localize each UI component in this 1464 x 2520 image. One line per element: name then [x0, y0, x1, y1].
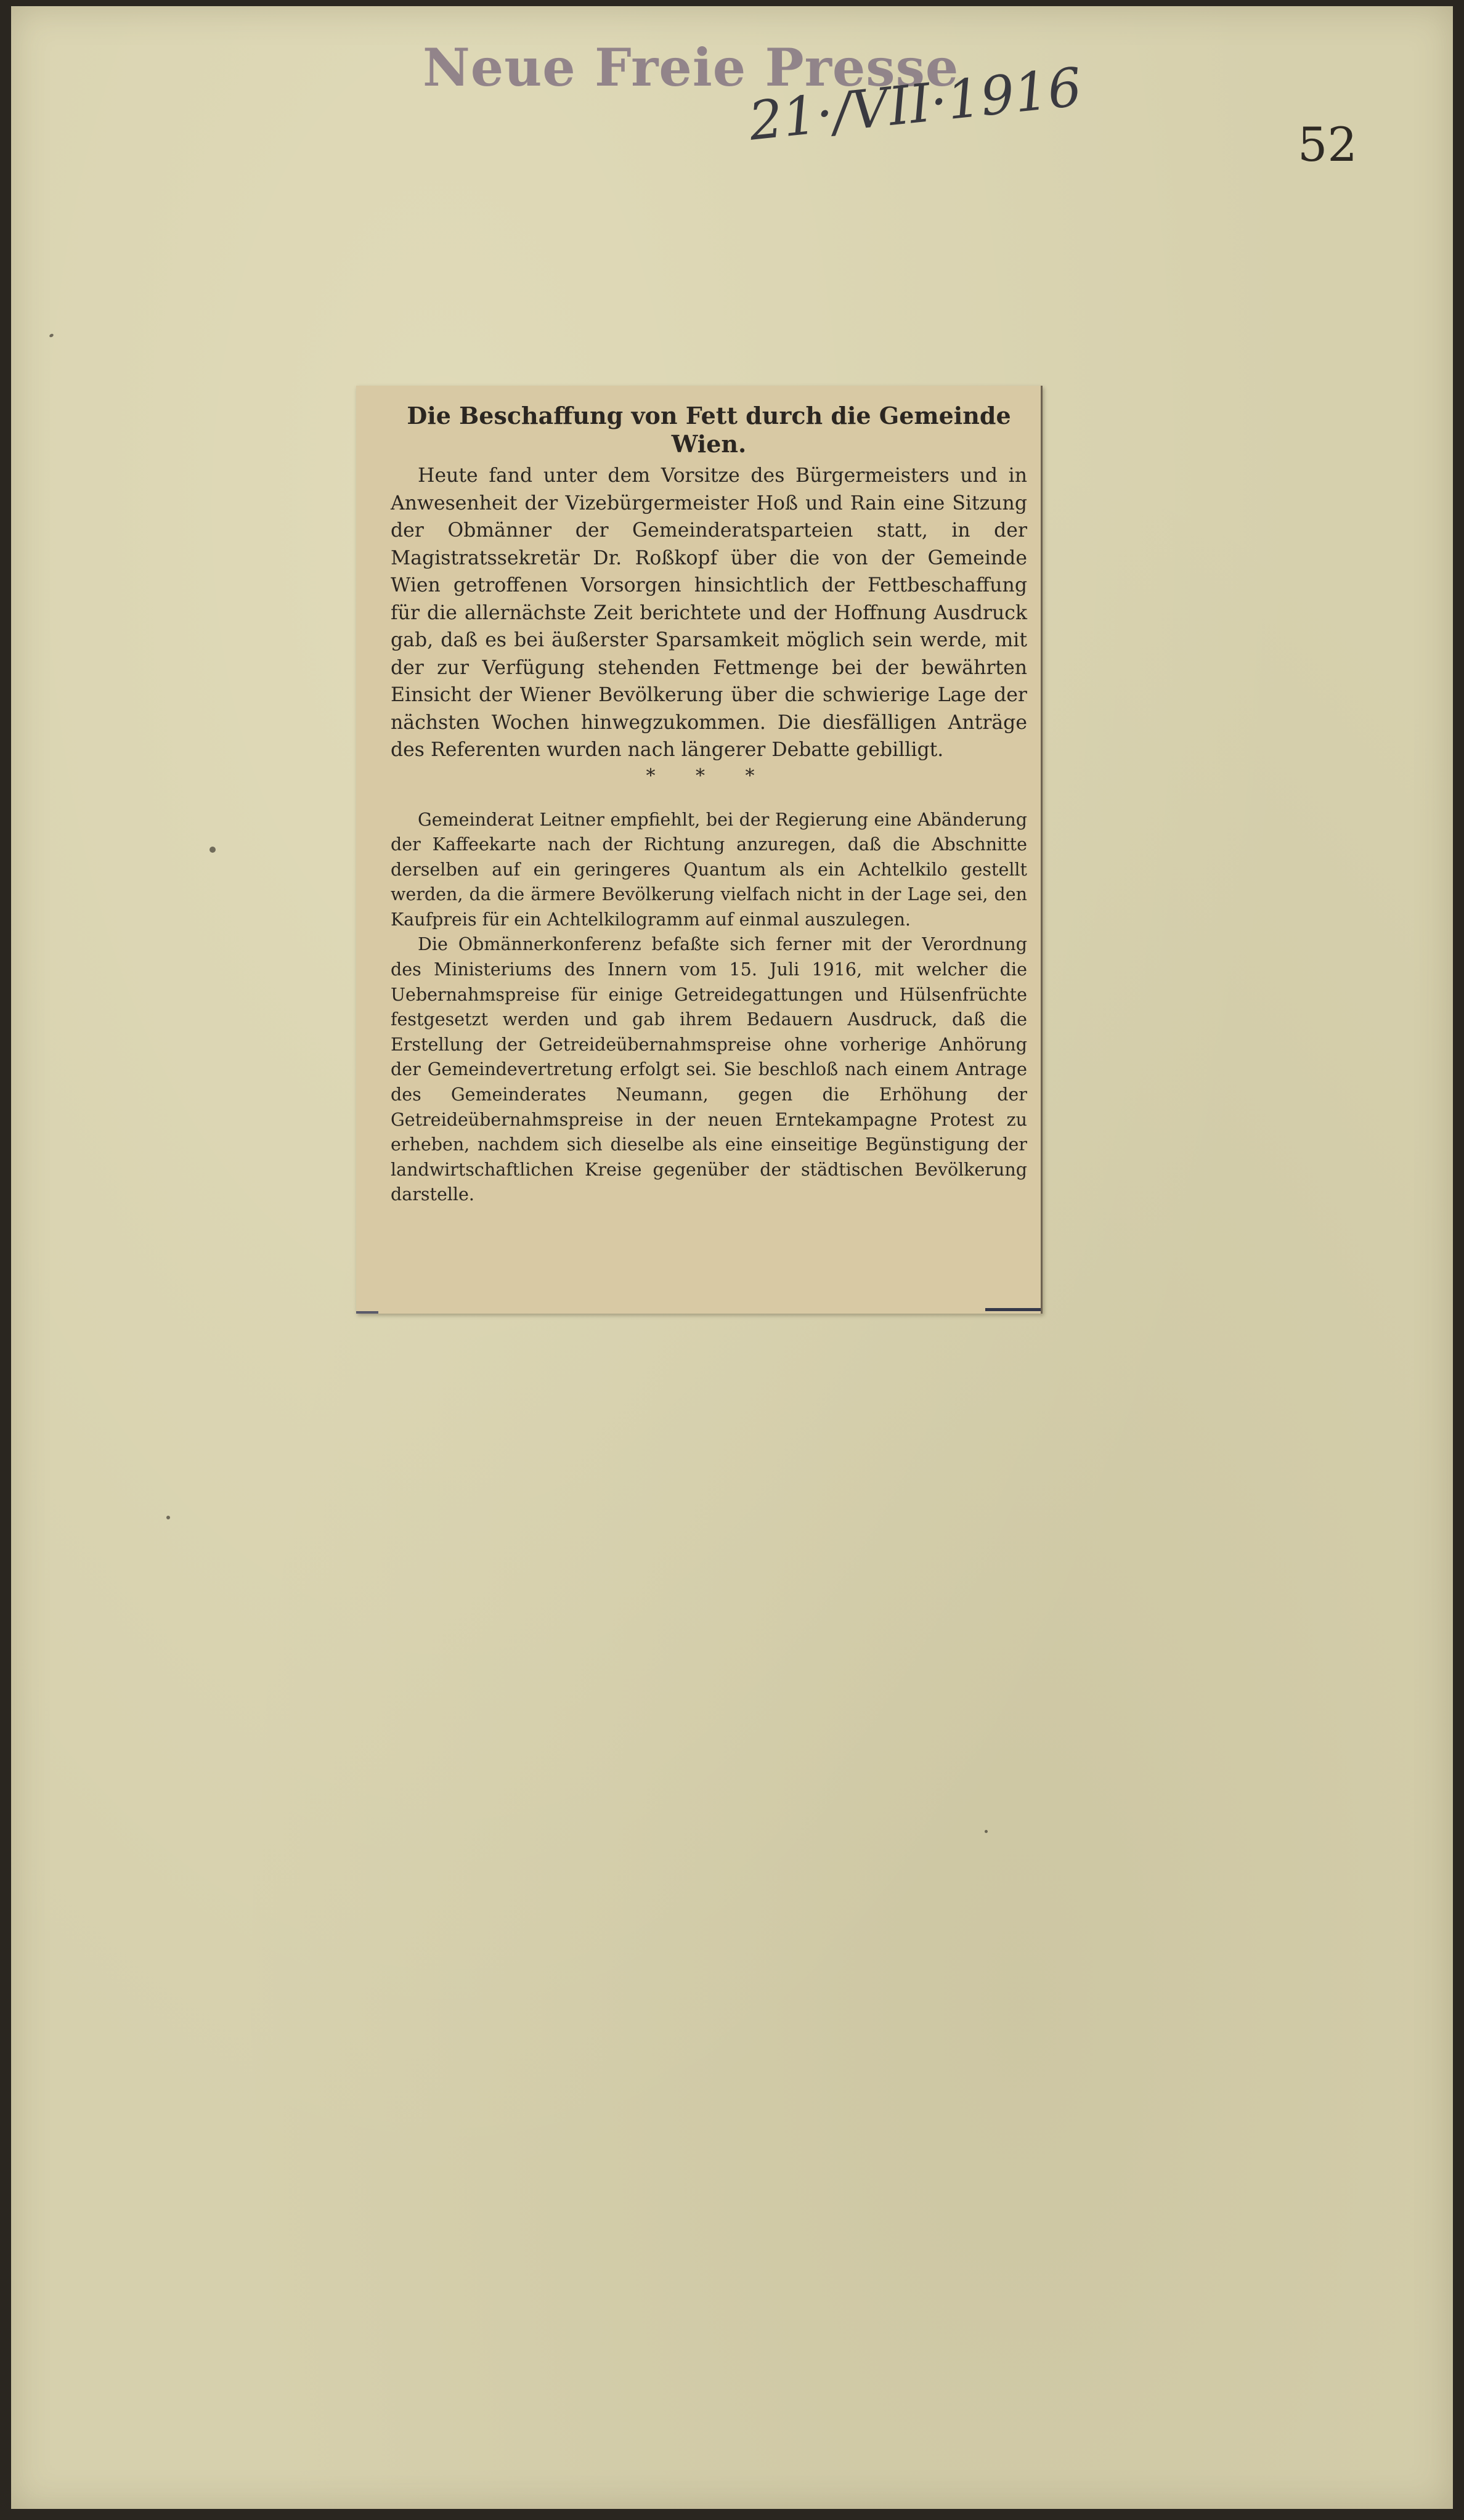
newspaper-stamp: Neue Freie Presse	[423, 37, 959, 98]
paper-speck	[985, 1830, 988, 1833]
article-paragraph: Die Obmännerkonferenz befaßte sich ferner mit der Verordnung des Ministeriums des Innern vom 15. Juli 1916, mit welcher die Uebernahmspreise für einige Getreidegattungen und Hülsenfrüchte festgesetzt werden und gab ihrem Bedauern Ausdruck, daß die Erstellung der Getreideübernahmspreise ohne vorherige Anhörung der Gemeindevertretung erfolgt sei. Sie beschloß nach einem Antrage des Gemeinderates Neumann, gegen die Erhöhung der Getreideübernahmspreise in der neuen Erntekampagne Protest zu erheben, nachdem sich dieselbe als eine einseitige Begünstigung der landwirtschaftlichen Kreise gegenüber der städtischen Bevölkerung darstelle.	[391, 934, 1027, 1205]
article-paragraph: Gemeinderat Leitner empfiehlt, bei der Regierung eine Abänderung der Kaffeekarte nach der Richtung anzuregen, daß die Abschnitte derselben auf ein geringeres Quantum als ein Achtelkilo gestellt werden, da die ärmere Bevölkerung vielfach nicht in der Lage sei, den Kaufpreis für ein Achtelkilogramm auf einmal auszulegen.	[391, 809, 1027, 930]
paper-speck	[209, 847, 216, 853]
article-paragraph: Heute fand unter dem Vorsitze des Bürgermeisters und in Anwesenheit der Vizebürgermeister Hoß und Rain eine Sitzung der Obmänner der Gemeinderatsparteien statt, in der Magistratssekretär Dr. Roßkopf über die von der Gemeinde Wien getroffenen Vorsorgen hinsichtlich der Fettbeschaffung für die allernächste Zeit berichtete und der Hoffnung Ausdruck gab, daß es bei äußerster Sparsamkeit möglich sein werde, mit der zur Verfügung stehenden Fettmenge bei der bewährten Einsicht der Wiener Bevölkerung über die schwierige Lage der nächsten Wochen hinwegzukommen. Die diesfälligen Anträge des Referenten wurden nach längerer Debatte gebilligt.	[391, 465, 1027, 761]
clipping-edge-mark	[356, 1311, 378, 1314]
section-separator: * * *	[646, 765, 772, 787]
article-title: Die Beschaffung von Fett durch die Gemeinde Wien.	[407, 402, 1011, 458]
archive-sheet	[11, 6, 1453, 2509]
handwritten-date: 21·/VII·1916	[746, 56, 1085, 153]
paper-speck	[166, 1516, 170, 1519]
clipping-edge-mark	[985, 1308, 1041, 1311]
newspaper-clipping	[356, 386, 1043, 1314]
page-number: 52	[1298, 117, 1357, 172]
paper-speck	[49, 333, 54, 338]
